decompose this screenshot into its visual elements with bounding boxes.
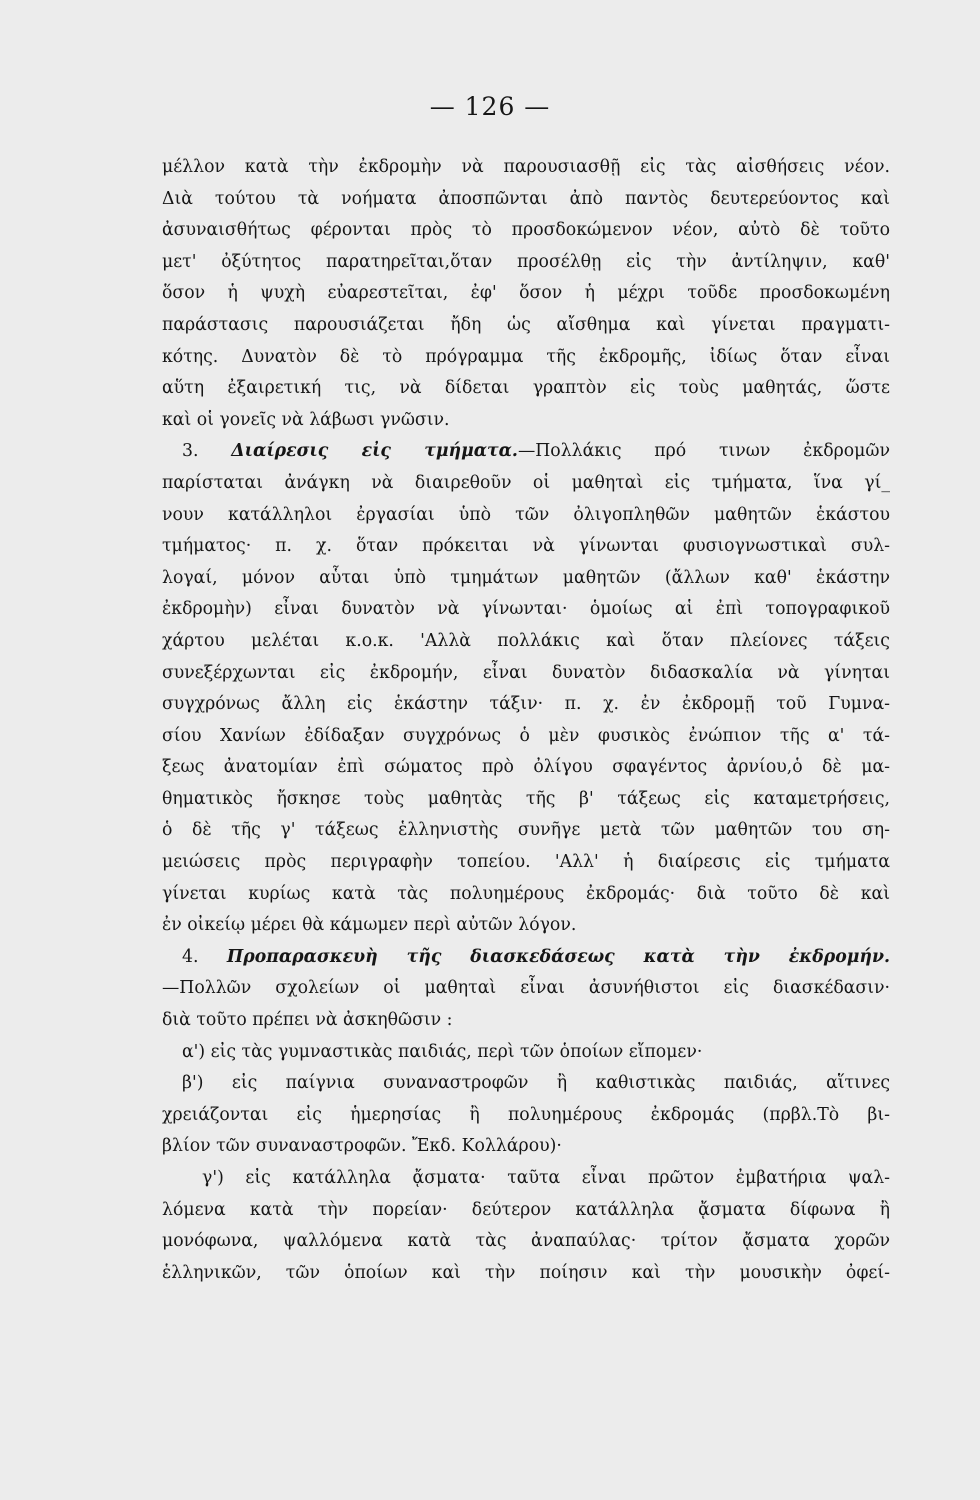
text-line: ἀσυναισθήτως φέρονται πρὸς τὸ προσδοκώμενον νέον, αὐτὸ δὲ τοῦτο [162,220,890,241]
list-item-beta: β') εἰς παίγνια συναναστροφῶν ἢ καθιστικὰς παιδιάς, αἵτινες [182,1073,890,1094]
page-number: — 126 — [429,92,551,121]
text-line: μονόφωνα, ψαλλόμενα κατὰ τὰς ἀναπαύλας· τρίτον ᾄσματα χορῶν [162,1231,890,1252]
text-line: κότης. Δυνατὸν δὲ τὸ πρόγραμμα τῆς ἐκδρομῆς, ἰδίως ὅταν εἶναι [162,346,890,367]
text-line: παράστασις παρουσιάζεται ἤδη ὡς αἴσθημα καὶ γίνεται πραγματι- [162,314,890,335]
text-line: παρίσταται ἀνάγκη νὰ διαιρεθοῦν οἱ μαθηταὶ εἰς τμήματα, ἵνα γί_ [162,472,890,493]
text-line: τμήματος· π. χ. ὅταν πρόκειται νὰ γίνωνται φυσιογνωστικαὶ συλ- [162,536,890,557]
text-line: ὁ δὲ τῆς γ' τάξεως ἑλληνιστὴς συνῆγε μετὰ τῶν μαθητῶν του ση- [162,820,890,841]
text-line: χρειάζονται εἰς ἡμερησίας ἢ πολυημέρους ἐκδρομάς (πρβλ.Τὸ βι- [162,1104,890,1125]
text-line: συνεξέρχωνται εἰς ἐκδρομήν, εἶναι δυνατὸν διδασκαλία νὰ γίνηται [162,662,890,683]
text-line: βλίον τῶν συναναστροφῶν. Ἔκδ. Κολλάρου)· [162,1136,562,1157]
text-line: ἐν οἰκείῳ μέρει θὰ κάμωμεν περὶ αὐτῶν λόγον. [162,915,577,936]
text-line: νουν κατάλληλοι ἐργασίαι ὑπὸ τῶν ὀλιγοπληθῶν μαθητῶν ἑκάστου [162,504,890,525]
text-line: ξεως ἀνατομίαν ἐπὶ σώματος πρὸ ὀλίγου σφαγέντος ἀρνίου,ὁ δὲ μα- [162,757,890,778]
text-line: —Πολλῶν σχολείων οἱ μαθηταὶ εἶναι ἀσυνήθιστοι εἰς διασκέδασιν· [162,978,890,999]
list-item-alpha: α') εἰς τὰς γυμναστικὰς παιδιάς, περὶ τῶν ὁποίων εἴπομεν· [182,1041,703,1062]
text-line: μέλλον κατὰ τὴν ἐκδρομὴν νὰ παρουσιασθῇ εἰς τὰς αἰσθήσεις νέον. [162,157,890,177]
section-3-heading-line [162,436,890,468]
text-line: ἐκδρομὴν) εἶναι δυνατὸν νὰ γίνωνται· ὁμοίως αἱ ἐπὶ τοπογραφικοῦ [162,599,890,620]
list-item-gamma: γ') εἰς κατάλληλα ᾄσματα· ταῦτα εἶναι πρῶτον ἐμβατήρια ψαλ- [202,1168,890,1188]
text-line: λογαί, μόνον αὗται ὑπὸ τμημάτων μαθητῶν (ἄλλων καθ' ἑκάστην [162,567,890,588]
body-text [162,152,890,1289]
text-line: μετ' ὀξύτητος παρατηρεῖται,ὅταν προσέλθῃ εἰς τὴν ἀντίληψιν, καθ' [162,251,890,272]
section-number: 3. [182,441,199,462]
section-first-line-text: —Πολλάκις πρό τινων ἐκδρομῶν [517,441,890,462]
text-line: λόμενα κατὰ τὴν πορείαν· δεύτερον κατάλληλα ᾄσματα δίφωνα ἢ [162,1199,890,1220]
section-4-heading-line [162,942,890,974]
text-line: γίνεται κυρίως κατὰ τὰς πολυημέρους ἐκδρομάς· διὰ τοῦτο δὲ καὶ [162,883,890,904]
text-line: Διὰ τούτου τὰ νοήματα ἀποσπῶνται ἀπὸ παντὸς δευτερεύοντος καὶ [162,188,890,209]
text-line: θηματικὸς ἤσκησε τοὺς μαθητὰς τῆς β' τάξεως εἰς καταμετρήσεις, [162,788,890,809]
section-title: Διαίρεσις εἰς τμήματα. [231,441,518,462]
text-line: σίου Χανίων ἐδίδαξαν συγχρόνως ὁ μὲν φυσικὸς ἐνώπιον τῆς α' τά- [162,725,890,746]
text-line: ὅσον ἡ ψυχὴ εὐαρεστεῖται, ἐφ' ὅσον ἡ μέχρι τοῦδε προσδοκωμένη [162,283,890,304]
section-title: Προπαρασκευὴ τῆς διασκεδάσεως κατὰ τὴν ἐκδρομήν. [226,946,890,967]
text-line: χάρτου μελέται κ.ο.κ. 'Αλλὰ πολλάκις καὶ ὅταν πλείονες τάξεις [162,630,890,651]
text-line: καὶ οἱ γονεῖς νὰ λάβωσι γνῶσιν. [162,409,450,430]
text-line: διὰ τοῦτο πρέπει νὰ ἀσκηθῶσιν : [162,1010,453,1031]
text-line: ἑλληνικῶν, τῶν ὁποίων καὶ τὴν ποίησιν καὶ τὴν μουσικὴν ὀφεί- [162,1262,890,1283]
text-line: αὕτη ἐξαιρετική τις, νὰ δίδεται γραπτὸν εἰς τοὺς μαθητάς, ὥστε [162,378,890,399]
text-line: συγχρόνως ἄλλη εἰς ἑκάστην τάξιν· π. χ. ἐν ἐκδρομῇ τοῦ Γυμνα- [162,694,890,715]
text-line: μειώσεις πρὸς περιγραφὴν τοπείου. 'Αλλ' ἡ διαίρεσις εἰς τμήματα [162,852,890,873]
section-number: 4. [182,946,199,967]
